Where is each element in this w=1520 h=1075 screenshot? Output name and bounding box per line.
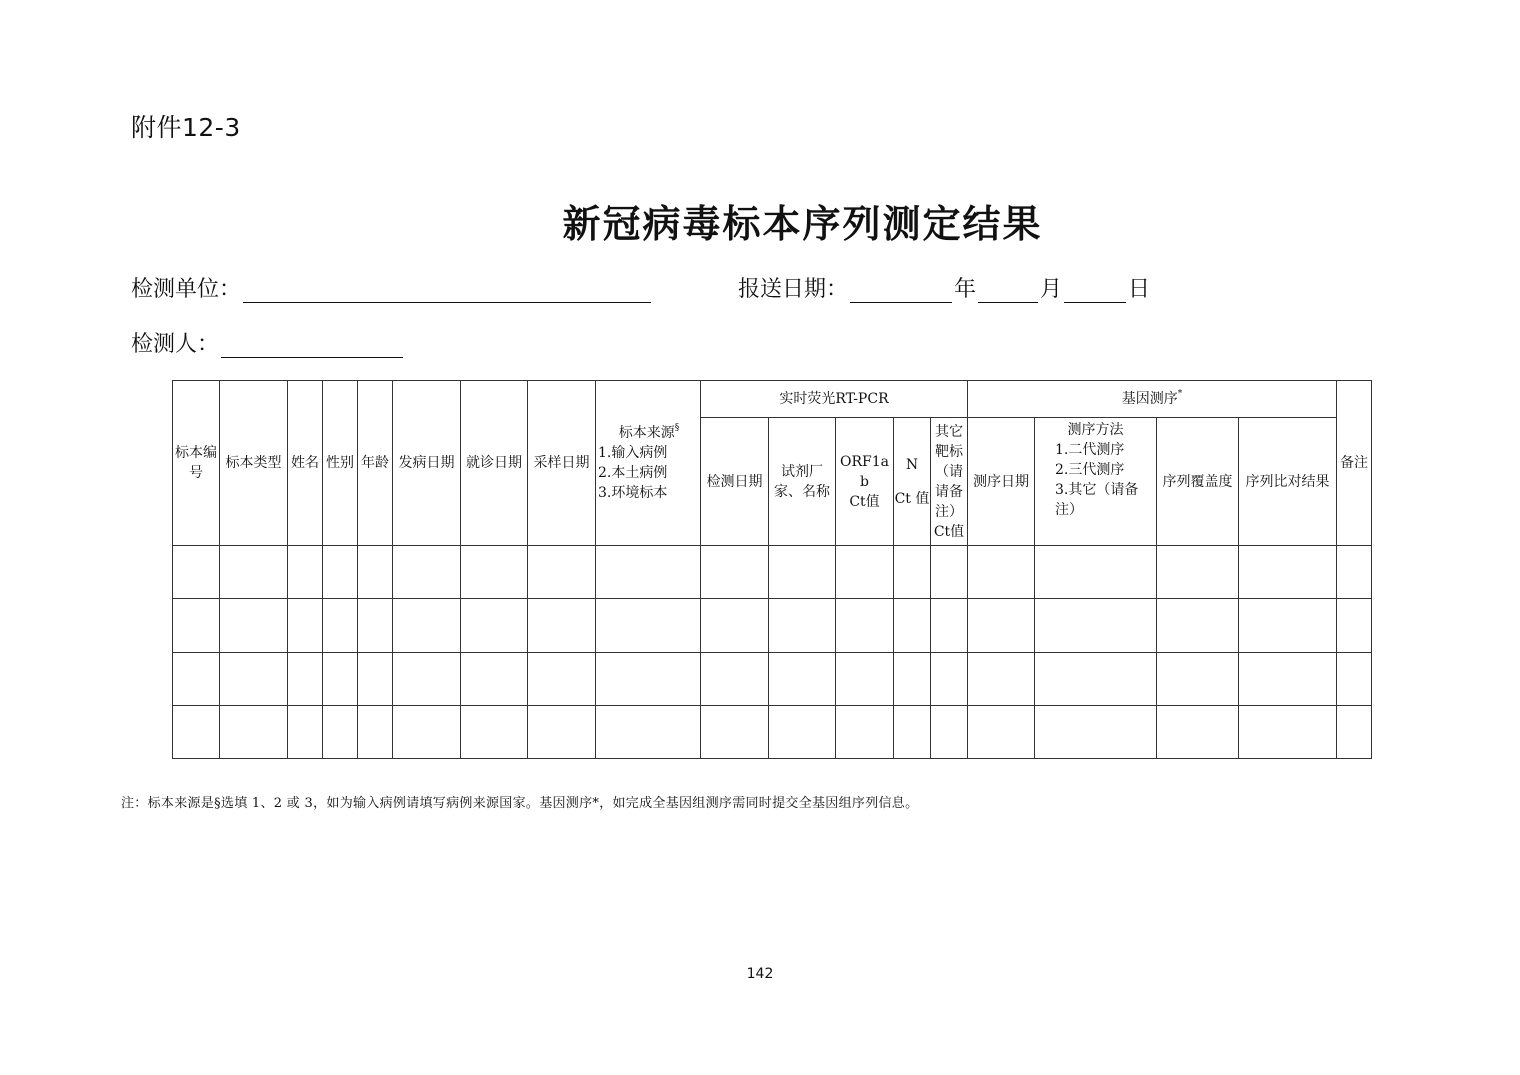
header-alignment: 序列比对结果 [1239,418,1337,546]
table-cell[interactable] [528,546,596,599]
month-label: 月 [1040,277,1063,302]
header-seq-title: 基因测序 [1121,391,1178,407]
header-remark: 备注 [1337,381,1372,546]
header-test-date: 检测日期 [701,418,769,546]
table-cell[interactable] [836,546,894,599]
table-cell[interactable] [701,653,769,706]
table-cell[interactable] [323,546,358,599]
table-cell[interactable] [393,599,461,653]
table-cell[interactable] [596,599,701,653]
table-cell[interactable] [393,653,461,706]
table-row [173,706,1372,759]
header-sampling-date: 采样日期 [528,381,596,546]
table-cell[interactable] [1157,653,1239,706]
table-cell[interactable] [1239,546,1337,599]
table-cell[interactable] [931,599,968,653]
table-cell[interactable] [1035,546,1157,599]
table-cell[interactable] [528,653,596,706]
table-cell[interactable] [1035,706,1157,759]
header-sex: 性别 [323,381,358,546]
table-cell[interactable] [968,599,1035,653]
table-cell[interactable] [836,599,894,653]
table-cell[interactable] [323,706,358,759]
table-cell[interactable] [894,546,931,599]
header-orf1ab-line2: Ct值 [849,493,880,510]
day-blank[interactable] [1064,278,1126,303]
report-date-label: 报送日期： [738,277,849,302]
table-row [173,546,1372,599]
table-cell[interactable] [1239,653,1337,706]
table-cell[interactable] [596,546,701,599]
table-cell[interactable] [461,599,528,653]
table-cell[interactable] [461,546,528,599]
header-specimen-type: 标本类型 [220,381,288,546]
table-cell[interactable] [769,706,836,759]
table-cell[interactable] [173,599,220,653]
header-source-mark: § [674,423,680,433]
header-orf1ab [836,418,894,546]
table-cell[interactable] [1337,546,1372,599]
header-n-line1: N [905,456,919,473]
header-source-opt3: 3.环境标本 [598,485,668,501]
table-cell[interactable] [1157,546,1239,599]
table-cell[interactable] [220,599,288,653]
month-blank[interactable] [978,278,1038,303]
table-cell[interactable] [220,653,288,706]
unit-field [131,272,653,303]
table-cell[interactable] [358,546,393,599]
table-cell[interactable] [461,706,528,759]
header-other-target: 其它靶标（请请备注）Ct值 [931,418,968,546]
header-source-opt2: 2.本土病例 [598,465,668,481]
header-specimen-no: 标本编号 [173,381,220,546]
header-source-opt1: 1.输入病例 [598,445,668,461]
table-cell[interactable] [701,546,769,599]
table-cell[interactable] [894,653,931,706]
table-cell[interactable] [769,546,836,599]
table-cell[interactable] [968,653,1035,706]
day-label: 日 [1128,277,1151,302]
table-cell[interactable] [358,706,393,759]
table-row [173,599,1372,653]
header-seq-opt3: 3.其它（请备注） [1055,482,1139,518]
table-cell[interactable] [968,546,1035,599]
header-seq-opt2: 2.三代测序 [1055,462,1125,478]
year-blank[interactable] [850,278,952,303]
table-cell[interactable] [288,599,323,653]
table-cell[interactable] [596,706,701,759]
header-seq-method [1035,418,1157,546]
table-cell[interactable] [1239,706,1337,759]
table-cell[interactable] [220,706,288,759]
table-cell[interactable] [393,546,461,599]
header-n-line2: Ct 值 [894,490,930,507]
table-cell[interactable] [173,706,220,759]
header-age: 年龄 [358,381,393,546]
table-cell[interactable] [220,546,288,599]
table-cell[interactable] [701,706,769,759]
table-cell[interactable] [1239,599,1337,653]
table-cell[interactable] [323,599,358,653]
header-visit-date: 就诊日期 [461,381,528,546]
inspector-blank[interactable] [221,333,403,358]
page-title: 新冠病毒标本序列测定结果 [562,201,1043,246]
table-cell[interactable] [968,706,1035,759]
unit-blank[interactable] [243,278,651,303]
header-seq-group [968,381,1337,418]
table-cell[interactable] [931,706,968,759]
table-cell[interactable] [1157,599,1239,653]
header-onset-date: 发病日期 [393,381,461,546]
table-cell[interactable] [1157,706,1239,759]
table-cell[interactable] [1337,599,1372,653]
table-cell[interactable] [288,546,323,599]
table-cell[interactable] [528,599,596,653]
table-cell[interactable] [358,599,393,653]
table-cell[interactable] [1035,599,1157,653]
table-cell[interactable] [173,546,220,599]
header-pcr-group: 实时荧光RT-PCR [701,381,968,418]
results-table [172,380,1372,759]
year-label: 年 [954,277,977,302]
unit-label: 检测单位： [131,277,242,302]
header-seq-method-title: 测序方法 [1067,422,1124,438]
table-cell[interactable] [894,706,931,759]
table-cell[interactable] [288,653,323,706]
table-cell[interactable] [931,653,968,706]
header-name: 姓名 [288,381,323,546]
table-cell[interactable] [393,706,461,759]
inspector-field [131,327,405,358]
report-date-field [738,272,1150,303]
header-orf1ab-line1: ORF1ab [840,453,889,490]
table-cell[interactable] [358,653,393,706]
table-cell[interactable] [323,653,358,706]
header-coverage: 序列覆盖度 [1157,418,1239,546]
table-cell[interactable] [173,653,220,706]
inspector-label: 检测人： [131,332,220,357]
header-source-title: 标本来源 [618,425,675,441]
table-cell[interactable] [1337,653,1372,706]
header-source [596,381,701,546]
footnote: 注：标本来源是§选填 1、2 或 3，如为输入病例请填写病例来源国家。基因测序*，如完成全基因组测序需同时提交全基因组序列信息。 [121,796,919,811]
page-number: 142 [746,966,774,982]
header-seq-opt1: 1.二代测序 [1055,442,1125,458]
table-cell[interactable] [769,599,836,653]
table-cell[interactable] [836,706,894,759]
attachment-label: 附件12-3 [131,113,241,142]
table-cell[interactable] [931,546,968,599]
header-reagent: 试剂厂家、名称 [769,418,836,546]
table-cell[interactable] [288,706,323,759]
table-cell[interactable] [1035,653,1157,706]
table-cell[interactable] [894,599,931,653]
table-cell[interactable] [596,653,701,706]
table-cell[interactable] [701,599,769,653]
table-row [173,653,1372,706]
table-cell[interactable] [769,653,836,706]
table-cell[interactable] [836,653,894,706]
header-seq-date: 测序日期 [968,418,1035,546]
table-cell[interactable] [461,653,528,706]
table-cell[interactable] [528,706,596,759]
header-n-ct [894,418,931,546]
header-seq-mark: * [1177,389,1183,399]
table-cell[interactable] [1337,706,1372,759]
